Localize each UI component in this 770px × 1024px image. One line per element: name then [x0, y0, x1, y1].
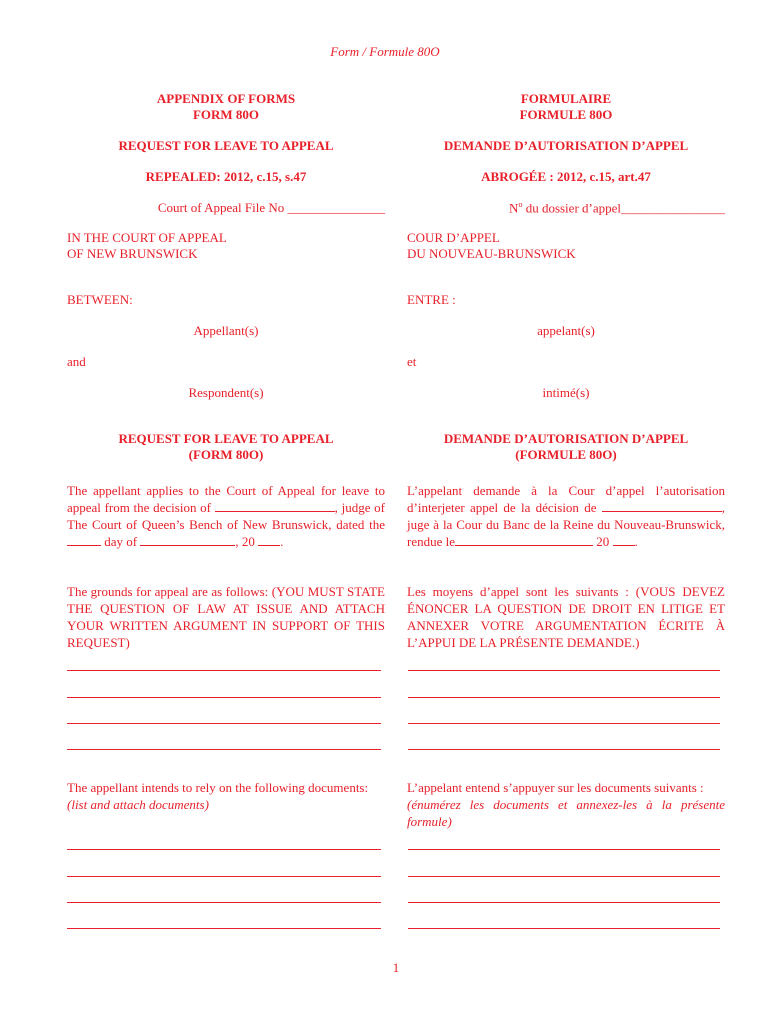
- appendix-title-fr: FORMULAIRE: [520, 91, 612, 106]
- appellant-label-fr: appelant(s): [537, 323, 595, 338]
- judge-name-blank[interactable]: [215, 500, 335, 512]
- documents-line-en-1[interactable]: [67, 849, 381, 850]
- month-blank[interactable]: [140, 534, 235, 546]
- grounds-line-en-4[interactable]: [67, 749, 381, 750]
- section-title-en: REQUEST FOR LEAVE TO APPEAL: [118, 431, 334, 446]
- appellant-label-en: Appellant(s): [193, 323, 259, 338]
- documents-line-en-2[interactable]: [67, 876, 381, 877]
- grounds-line-en-3[interactable]: [67, 723, 381, 724]
- documents-line-fr-4[interactable]: [408, 928, 720, 929]
- respondent-label-fr: intimé(s): [542, 385, 590, 400]
- between-label-fr: ENTRE :: [407, 292, 456, 307]
- year-blank[interactable]: [258, 534, 280, 546]
- grounds-line-en-1[interactable]: [67, 670, 381, 671]
- grounds-paragraph-en: The grounds for appeal are as follows: (YOU MUST STATE THE QUESTION OF LAW AT ISSUE AND ATTACH YOUR WRITTEN ARGUMENT IN SUPPORT OF THIS REQUEST): [67, 584, 385, 650]
- request-title-fr: DEMANDE D’AUTORISATION D’APPEL: [443, 138, 689, 153]
- documents-line-fr-1[interactable]: [408, 849, 720, 850]
- page-number: 1: [392, 960, 400, 975]
- respondent-label-en: Respondent(s): [188, 385, 264, 400]
- documents-line-fr-2[interactable]: [408, 876, 720, 877]
- grounds-line-fr-2[interactable]: [408, 697, 720, 698]
- court-line2-en: OF NEW BRUNSWICK: [67, 246, 198, 261]
- section-form-en: (FORM 80O): [188, 447, 264, 462]
- documents-paragraph-en: The appellant intends to rely on the following documents: (list and attach documents): [67, 780, 369, 812]
- documents-paragraph-fr: L’appelant entend s’appuyer sur les documents suivants : (énumérez les documents et annexez-les à la présente formule): [407, 780, 725, 829]
- and-label-en: and: [67, 354, 86, 369]
- court-line2-fr: DU NOUVEAU-BRUNSWICK: [407, 246, 576, 261]
- documents-line-en-4[interactable]: [67, 928, 381, 929]
- appendix-title-en: APPENDIX OF FORMS: [156, 91, 296, 106]
- between-label-en: BETWEEN:: [67, 292, 133, 307]
- application-paragraph-en: The appellant applies to the Court of Appeal for leave to appeal from the decision of , judge of The Court of Queen’s Bench of New Brunswick, dated the day of , 20 .: [67, 483, 385, 549]
- request-title-en: REQUEST FOR LEAVE TO APPEAL: [118, 138, 334, 153]
- documents-line-en-3[interactable]: [67, 902, 381, 903]
- grounds-paragraph-fr: Les moyens d’appel sont les suivants : (VOUS DEVEZ ÉNONCER LA QUESTION DE DROIT EN LITIGE ET ANNEXER VOTRE ARGUMENTATION ÉCRITE À L’APPUI DE LA PRÉSENTE DEMANDE.): [407, 584, 725, 650]
- form-number-fr: FORMULE 80O: [519, 107, 613, 122]
- day-blank[interactable]: [67, 534, 101, 546]
- repealed-note-fr: ABROGÉE : 2012, c.15, art.47: [481, 169, 651, 184]
- form-header-title: Form / Formule 80O: [330, 44, 440, 59]
- annee-blank[interactable]: [613, 534, 635, 546]
- repealed-note-en: REPEALED: 2012, c.15, s.47: [145, 169, 307, 184]
- juge-blank[interactable]: [602, 500, 722, 512]
- date-blank[interactable]: [455, 534, 593, 546]
- file-number-fr: $N^o$ du dossier d’appel________________: [509, 200, 725, 216]
- court-line1-fr: COUR D’APPEL: [407, 230, 500, 245]
- grounds-line-fr-1[interactable]: [408, 670, 720, 671]
- section-form-fr: (FORMULE 80O): [515, 447, 617, 462]
- file-number-en: Court of Appeal File No _______________: [157, 200, 385, 215]
- and-label-fr: et: [407, 354, 417, 369]
- grounds-line-fr-3[interactable]: [408, 723, 720, 724]
- form-number-en: FORM 80O: [192, 107, 260, 122]
- application-paragraph-fr: L’appelant demande à la Cour d’appel l’autorisation d’interjeter appel de la décision de , juge à la Cour du Banc de la Reine du Nouveau-Brunswick, rendue le 20 .: [407, 483, 725, 549]
- documents-line-fr-3[interactable]: [408, 902, 720, 903]
- court-line1-en: IN THE COURT OF APPEAL: [67, 230, 227, 245]
- section-title-fr: DEMANDE D’AUTORISATION D’APPEL: [443, 431, 689, 446]
- grounds-line-en-2[interactable]: [67, 697, 381, 698]
- grounds-line-fr-4[interactable]: [408, 749, 720, 750]
